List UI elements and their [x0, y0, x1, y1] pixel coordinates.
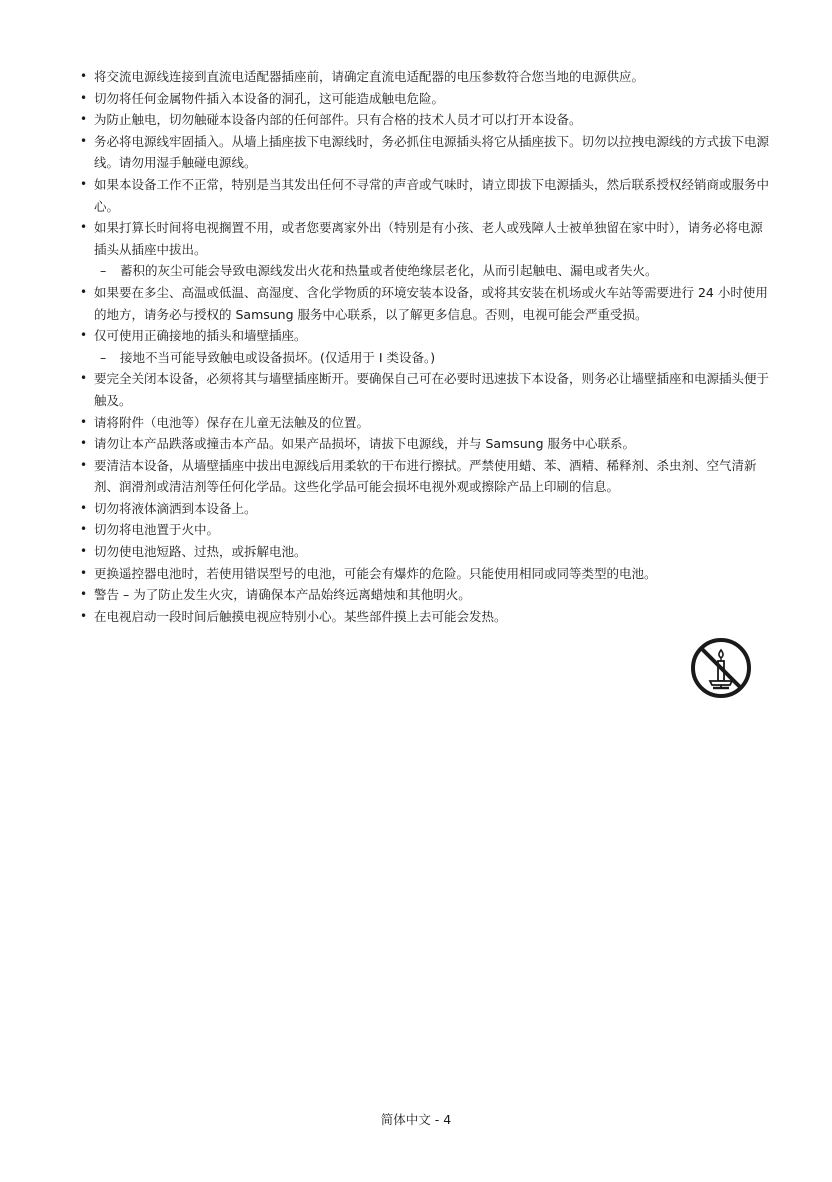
safety-item-text: 在电视启动一段时间后触摸电视应特别小心。某些部件摸上去可能会发热。	[94, 608, 507, 624]
safety-item	[80, 498, 770, 520]
safety-item	[80, 455, 770, 498]
safety-list	[80, 66, 770, 627]
safety-item-text: 如果本设备工作不正常，特别是当其发出任何不寻常的声音或气味时，请立即拔下电源插头，然后联系授权经销商或服务中心。	[94, 176, 770, 214]
safety-item-text: 仅可使用正确接地的插头和墙壁插座。	[94, 328, 307, 344]
safety-item-text: 将交流电源线连接到直流电适配器插座前，请确定直流电适配器的电压参数符合您当地的电源供应。	[94, 69, 645, 84]
safety-item-text: 切勿使电池短路、过热，或拆解电池。	[94, 544, 307, 560]
safety-item-text: 要清洁本设备，从墙壁插座中拔出电源线后用柔软的干布进行擦拭。严禁使用蜡、苯、酒精、稀释剂、杀虫剂、空气清新剂、润滑剂或清洁剂等任何化学品。这些化学品可能会损坏电视外观或擦除产品上印刷的信息。	[94, 457, 757, 495]
safety-subnote-text: 蓄积的灰尘可能会导致电源线发出火花和热量或者使绝缘层老化，从而引起触电、漏电或者失火。	[120, 263, 658, 279]
safety-item	[80, 217, 770, 282]
safety-item-text: 警告 – 为了防止发生火灾，请确保本产品始终远离蜡烛和其他明火。	[94, 587, 471, 603]
safety-item	[80, 174, 770, 217]
safety-item-text: 更换遥控器电池时，若使用错误型号的电池，可能会有爆炸的危险。只能使用相同或同等类型的电池。	[94, 565, 657, 581]
safety-item	[80, 131, 770, 174]
safety-content	[80, 66, 770, 627]
safety-item	[80, 541, 770, 563]
safety-item-text: 如果要在多尘、高温或低温、高湿度、含化学物质的环境安装本设备，或将其安装在机场或火车站等需要进行 24 小时使用的地方，请务必与授权的 Samsung 服务中心联系，以了解更多信息。否则，电视可能会严重受损。	[94, 284, 768, 322]
safety-item	[80, 563, 770, 585]
safety-item-text: 要完全关闭本设备，必须将其与墙壁插座断开。要确保自己可在必要时迅速拔下本设备，则务必让墙壁插座和电源插头便于触及。	[94, 371, 770, 408]
safety-item-text: 请勿让本产品跌落或撞击本产品。如果产品损坏，请拔下电源线，并与 Samsung 服务中心联系。	[94, 436, 636, 452]
safety-subnote	[94, 347, 770, 369]
safety-item	[80, 368, 770, 411]
safety-item-text: 务必将电源线牢固插入。从墙上插座拔下电源线时，务必抓住电源插头将它从插座拔下。切勿以拉拽电源线的方式拔下电源线。请勿用湿手触碰电源线。	[94, 133, 770, 171]
safety-item	[80, 66, 770, 88]
safety-item-text: 为防止触电，切勿触碰本设备内部的任何部件。只有合格的技术人员才可以打开本设备。	[94, 112, 582, 128]
safety-item-text: 切勿将液体滴洒到本设备上。	[94, 500, 257, 516]
safety-item-text: 切勿将任何金属物件插入本设备的洞孔，这可能造成触电危险。	[94, 90, 445, 106]
page-footer: 简体中文 - 4	[380, 1112, 452, 1127]
safety-item	[80, 519, 770, 541]
safety-item	[80, 584, 770, 606]
subnote-dash: –	[100, 263, 107, 279]
no-candle-icon	[689, 636, 753, 700]
safety-item	[80, 88, 770, 110]
safety-item	[80, 606, 770, 628]
safety-subnote	[94, 260, 770, 282]
subnote-dash: –	[100, 349, 107, 365]
safety-item	[80, 325, 770, 368]
safety-item-text: 请将附件（电池等）保存在儿童无法触及的位置。	[94, 414, 370, 430]
safety-item	[80, 433, 770, 455]
safety-item-text: 切勿将电池置于火中。	[94, 522, 220, 538]
safety-item-text: 如果打算长时间将电视搁置不用，或者您要离家外出（特别是有小孩、老人或残障人士被单独留在家中时），请务必将电源插头从插座中拔出。	[94, 220, 763, 257]
safety-item	[80, 282, 770, 325]
safety-item	[80, 109, 770, 131]
safety-item	[80, 412, 770, 434]
safety-subnote-text: 接地不当可能导致触电或设备损坏。(仅适用于 I 类设备。)	[120, 349, 436, 365]
